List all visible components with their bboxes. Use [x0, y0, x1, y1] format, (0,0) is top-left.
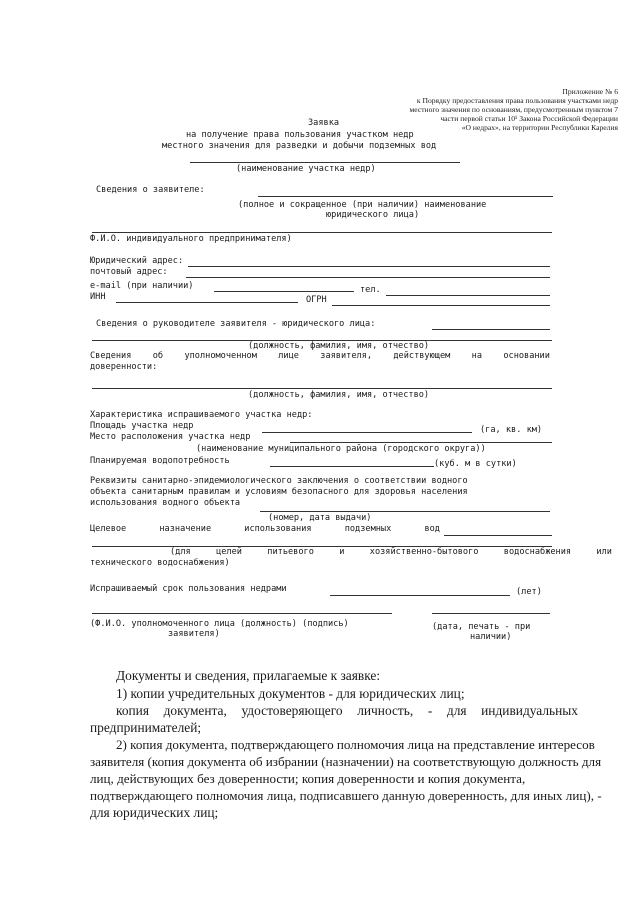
location-field[interactable]	[290, 442, 552, 443]
word: удостоверяющего	[241, 703, 343, 718]
field-caption: (номер, дата выдачи)	[268, 513, 372, 523]
area-field[interactable]	[262, 432, 472, 433]
field-caption: (наименование участка недр)	[236, 164, 376, 174]
conclusion-label: использования водного объекта	[90, 498, 241, 508]
form-title: Заявка	[308, 118, 340, 128]
appendix-line: к Порядку предоставления права пользования участками недр	[416, 96, 618, 105]
head-label: Сведения о руководителе заявителя - юридического лица:	[96, 319, 376, 329]
form-subtitle: на получение права пользования участком недр	[186, 130, 414, 140]
legal-address-label: Юридический адрес:	[90, 256, 184, 266]
site-name-field[interactable]	[190, 162, 460, 163]
appendix-number: Приложение № 6	[562, 87, 618, 96]
documents-item-cont: подтверждающего полномочия лица, подписавшего данную доверенность, для иных лиц), -	[90, 788, 602, 803]
word: документа,	[163, 703, 227, 718]
field-caption: (Ф.И.О. уполномоченного лица (должность) (подпись)	[90, 619, 349, 629]
field-caption: заявителя)	[168, 629, 220, 639]
word: использования	[244, 524, 312, 534]
site-label: Характеристика испрашиваемого участка недр:	[90, 410, 313, 420]
word: лице	[278, 351, 299, 361]
postal-address-label: почтовый адрес:	[90, 267, 168, 277]
authorized-label	[90, 351, 550, 362]
water-unit: (куб. м в сутки)	[434, 459, 517, 469]
signature-field[interactable]	[92, 613, 392, 614]
word: действующем	[393, 351, 451, 361]
authorized-field[interactable]	[92, 388, 552, 389]
word: Сведения	[90, 351, 132, 361]
word: заявителя,	[320, 351, 373, 361]
documents-item: 1) копии учредительных документов - для юридических лиц;	[116, 686, 465, 701]
word: -	[427, 703, 433, 718]
documents-item-cont: лиц, действующих без доверенности; копия доверенности и копия документа,	[90, 771, 526, 786]
term-label: Испрашиваемый срок пользования недрами	[90, 584, 287, 594]
documents-item-cont: для юридических лиц;	[90, 805, 219, 820]
word: Целевое	[90, 524, 127, 534]
word: об	[152, 351, 164, 361]
conclusion-label: Реквизиты санитарно-эпидемиологического заключения о соответствии водного	[90, 476, 468, 486]
field-caption: Ф.И.О. индивидуального предпринимателя)	[90, 234, 292, 244]
word: водоснабжения	[503, 547, 572, 557]
word: назначение	[159, 524, 212, 534]
date-field[interactable]	[432, 613, 550, 614]
word: для	[446, 703, 467, 718]
field-caption: (дата, печать - при	[432, 622, 531, 632]
authorized-label-cont: доверенности:	[90, 362, 158, 372]
documents-item	[116, 702, 578, 720]
field-caption: технического водоснабжения)	[90, 558, 230, 568]
purpose-label	[90, 524, 440, 535]
area-label: Площадь участка недр	[90, 421, 194, 431]
ogrn-field[interactable]	[332, 305, 550, 306]
field-caption	[170, 547, 612, 558]
phone-field[interactable]	[386, 295, 550, 296]
documents-item-cont: заявителя (копия документа об избрании (назначении) на соответствующую должность для	[90, 754, 602, 769]
ogrn-label: ОГРН	[306, 295, 327, 305]
applicant-name-field[interactable]	[258, 196, 553, 197]
email-field[interactable]	[214, 291, 354, 292]
field-caption: наличии)	[470, 632, 512, 642]
legal-address-field[interactable]	[188, 266, 550, 267]
word: личность,	[357, 703, 414, 718]
word: или	[596, 547, 612, 557]
applicant-label: Сведения о заявителе:	[96, 185, 205, 195]
inn-field[interactable]	[116, 302, 298, 303]
word: хозяйственно-бытового	[369, 547, 479, 557]
water-label: Планируемая водопотребность	[90, 456, 230, 466]
location-label: Место расположения участка недр	[90, 432, 251, 442]
appendix-line: местного значения по основаниям, предусмотренным пунктом 7	[409, 105, 618, 114]
word: копия	[116, 703, 150, 718]
phone-label: тел.	[360, 285, 381, 295]
documents-item: 2) копия документа, подтверждающего полномочия лица на представление интересов	[116, 737, 595, 752]
word: питьевого	[267, 547, 314, 557]
form-subtitle: местного значения для разведки и добычи подземных вод	[162, 141, 437, 151]
term-unit: (лет)	[516, 587, 542, 597]
word: индивидуальных	[481, 703, 578, 718]
conclusion-label: объекта санитарным правилам и условиям безопасного для здоровья населения	[90, 487, 468, 497]
word: основании	[503, 351, 550, 361]
word: подземных	[344, 524, 392, 534]
documents-item-cont: предпринимателей;	[90, 720, 202, 735]
term-field[interactable]	[330, 595, 510, 596]
word: и	[339, 547, 345, 557]
field-caption: (должность, фамилия, имя, отчество)	[248, 341, 430, 351]
word: (для	[170, 547, 191, 557]
field-caption: (полное и сокращенное (при наличии) наименование	[238, 200, 487, 210]
word: вод	[424, 524, 440, 534]
email-label: e-mail (при наличии)	[90, 281, 194, 291]
conclusion-field[interactable]	[260, 511, 550, 512]
inn-label: ИНН	[90, 292, 106, 302]
head-field[interactable]	[432, 329, 550, 330]
purpose-field[interactable]	[444, 535, 552, 536]
word: на	[471, 351, 482, 361]
documents-heading: Документы и сведения, прилагаемые к заявке:	[116, 668, 381, 683]
water-field[interactable]	[270, 466, 434, 467]
entrepreneur-name-field[interactable]	[92, 232, 552, 233]
appendix-line: части первой статьи 10¹ Закона Российской Федерации	[440, 114, 618, 123]
area-unit: (га, кв. км)	[480, 425, 543, 435]
field-caption: юридического лица)	[326, 210, 420, 220]
postal-address-field[interactable]	[186, 277, 550, 278]
field-caption: (наименование муниципального района (городского округа))	[196, 444, 486, 454]
word: уполномоченном	[184, 351, 257, 361]
word: целей	[216, 547, 242, 557]
appendix-line: «О недрах», на территории Республики Карелия	[461, 123, 618, 132]
field-caption: (должность, фамилия, имя, отчество)	[248, 390, 430, 400]
